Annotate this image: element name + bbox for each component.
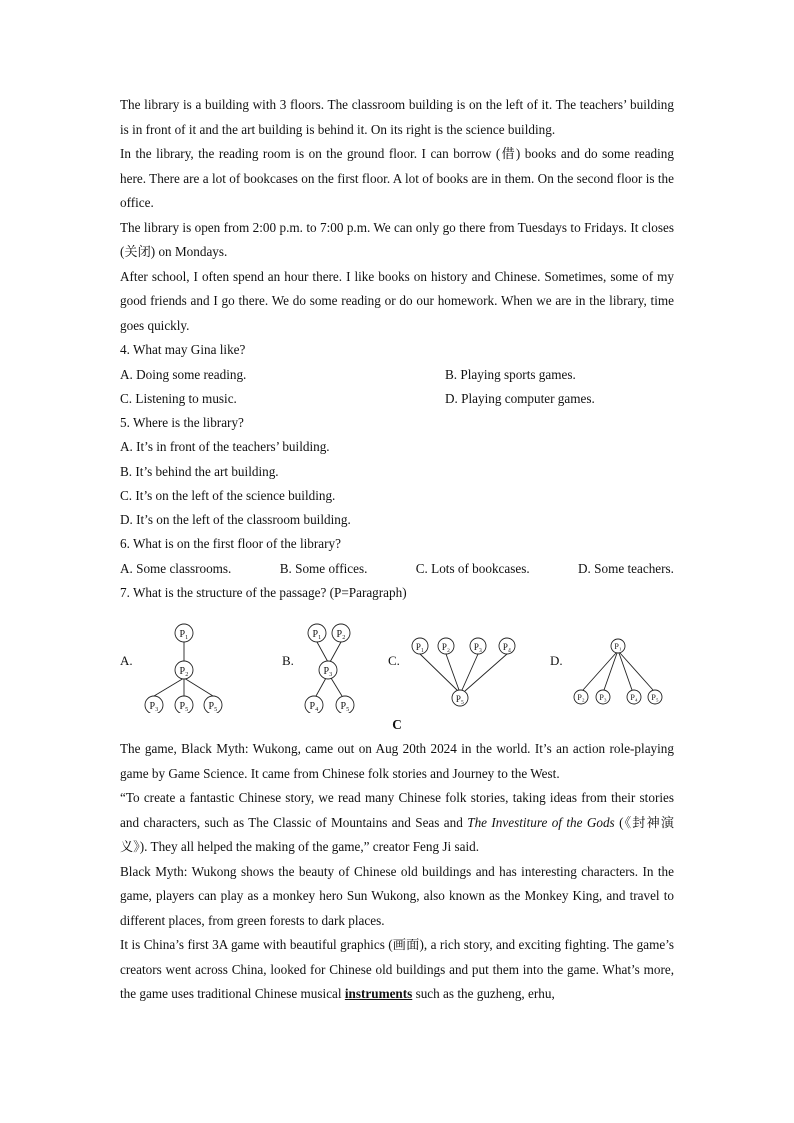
- q6-option-b[interactable]: B. Some offices.: [279, 560, 368, 576]
- q5-option-a[interactable]: A. It’s in front of the teachers’ building.: [120, 439, 330, 455]
- q5-option-b[interactable]: B. It’s behind the art building.: [120, 463, 279, 479]
- section-c-paragraph-1: The game, Black Myth: Wukong, came out on Aug 20th 2024 in the world. It’s an action role-playing game by Game Science. It came from Chinese folk stories and Journey to the West.: [120, 741, 674, 781]
- question-4-options-row-2: [120, 387, 674, 411]
- d-label-p3: P₃: [599, 693, 607, 703]
- q4-option-c[interactable]: C. Listening to music.: [120, 390, 237, 406]
- question-6-stem: 6. What is on the first floor of the library?: [120, 536, 341, 552]
- q4-option-b[interactable]: B. Playing sports games.: [445, 366, 576, 382]
- q7-option-b-label[interactable]: B.: [282, 653, 294, 669]
- a-label-p5b: P₅: [208, 701, 218, 713]
- question-6-options: [120, 557, 674, 581]
- q7-option-a-label[interactable]: A.: [120, 653, 133, 669]
- keyword-instruments: instruments: [344, 986, 413, 1002]
- q5-option-d[interactable]: D. It’s on the left of the classroom building.: [120, 512, 351, 528]
- d-label-p4: P₄: [630, 693, 638, 703]
- section-c-p4-part-a: It is China’s first 3A game with beautiful graphics (画面), a rich story, and exciting fighting. The game’s creators went across China, looked for Chinese old buildings and put them into the game. What’s more, the game uses traditional Chinese musical: [120, 937, 674, 1002]
- section-c-paragraph-4: [120, 933, 674, 1007]
- question-4-options-row-1: [120, 363, 674, 387]
- d-label-p1: P₁: [614, 642, 622, 652]
- q6-option-d[interactable]: D. Some teachers.: [578, 560, 674, 576]
- a-label-p5a: P₅: [179, 701, 189, 713]
- section-c-p2-italic-title: The Investiture of the Gods: [467, 814, 615, 830]
- section-c-p2-part-a: “To create a fantastic Chinese story, we read many Chinese folk stories, taking ideas from their stories and characters, such as The Classic of Mountains and Seas and: [120, 790, 674, 830]
- passage-paragraph-2: In the library, the reading room is on the ground floor. I can borrow (借) books and do some reading here. There are a lot of bookcases on the first floor. A lot of books are in them. On the second floor is the office.: [120, 146, 674, 210]
- q6-option-c[interactable]: C. Lots of bookcases.: [415, 560, 530, 576]
- question-7-stem: 7. What is the structure of the passage? (P=Paragraph): [120, 584, 407, 600]
- a-label-p3: P₃: [149, 701, 159, 713]
- structure-diagram-svg: [120, 605, 674, 713]
- q7-option-c-label[interactable]: C.: [388, 653, 400, 669]
- c-label-p4: P₄: [502, 642, 512, 653]
- b-label-p5: P₅: [340, 701, 350, 713]
- c-label-p2: P₂: [441, 642, 451, 653]
- section-c-paragraph-2: [120, 786, 674, 860]
- d-label-p2: P₂: [577, 693, 585, 703]
- passage-paragraph-3: The library is open from 2:00 p.m. to 7:00 p.m. We can only go there from Tuesdays to Fridays. It closes (关闭) on Mondays.: [120, 219, 674, 259]
- c-label-p5: P₅: [455, 694, 465, 705]
- question-4-stem: 4. What may Gina like?: [120, 342, 246, 357]
- c-label-p3: P₃: [473, 642, 483, 653]
- section-heading-c: C: [392, 717, 402, 733]
- q5-option-c[interactable]: C. It’s on the left of the science building.: [120, 487, 336, 503]
- d-label-p5: P₅: [651, 693, 659, 703]
- b-label-p4: P₄: [309, 701, 319, 713]
- section-c-paragraph-3: Black Myth: Wukong shows the beauty of Chinese old buildings and has interesting characters. In the game, players can play as a monkey hero Sun Wukong, also known as the Monkey King, and travel to different places, from green forests to dark places.: [120, 863, 674, 928]
- passage-paragraph-1: The library is a building with 3 floors. The classroom building is on the left of it. The teachers’ building is in front of it and the art building is behind it. On its right is the science building.: [120, 97, 674, 137]
- q6-option-a[interactable]: A. Some classrooms.: [120, 560, 232, 576]
- document-page: [120, 93, 674, 1007]
- q7-option-d-label[interactable]: D.: [550, 653, 563, 669]
- q4-option-a[interactable]: A. Doing some reading.: [120, 366, 247, 382]
- structure-diagrams: [120, 605, 674, 713]
- b-label-p1: P₁: [312, 629, 322, 641]
- section-c-p2-part-b: (《封神演义》). They all helped the making of the game,” creator Feng Ji said.: [120, 814, 675, 855]
- q4-option-d[interactable]: D. Playing computer games.: [445, 390, 595, 406]
- question-5-stem: 5. Where is the library?: [120, 414, 244, 430]
- b-label-p2: P₂: [336, 629, 346, 641]
- c-label-p1: P₁: [415, 642, 425, 653]
- a-label-p2: P₂: [179, 666, 189, 678]
- a-label-p1: P₁: [179, 629, 189, 641]
- passage-paragraph-4: After school, I often spend an hour there. I like books on history and Chinese. Sometimes, some of my good friends and I go there. We do some reading or do our homework. When we are in the library, time goes quickly.: [120, 268, 674, 333]
- b-label-p3: P₃: [323, 666, 333, 678]
- section-c-p4-part-b: such as the guzheng, erhu,: [412, 986, 555, 1002]
